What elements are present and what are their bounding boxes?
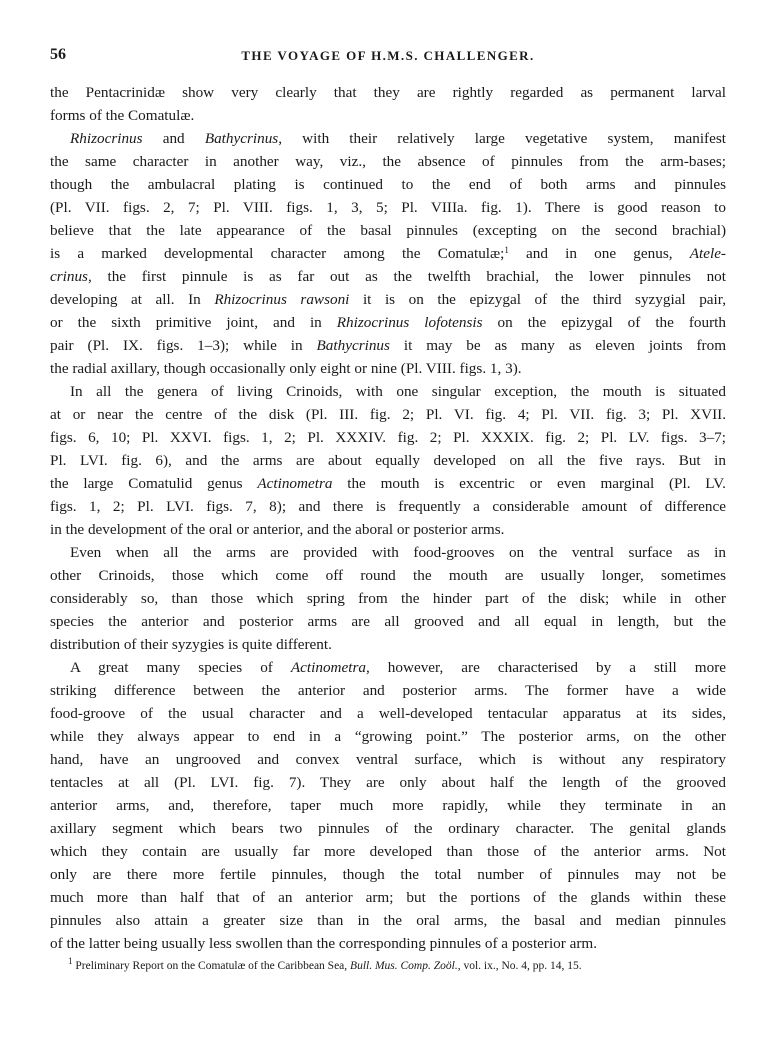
italic-text: Rhizocrinus (70, 130, 143, 147)
italic-text: Rhizocrinus rawsoni (214, 291, 350, 308)
footnote-journal: Bull. Mus. Comp. Zoöl. (350, 960, 458, 972)
text-run: (Pl. VII. figs. 2, 7; Pl. VIII. figs. 1, 3, 5; Pl. VIIIa. fig. 1). There is good reason to (50, 199, 726, 216)
text-line (50, 909, 726, 932)
footnote-reference: 1 (504, 245, 509, 255)
text-line (50, 541, 726, 564)
text-run: other Crinoids, those which come off round the mouth are usually longer, sometimes (50, 567, 726, 584)
text-run: the same character in another way, viz., the absence of pinnules from the arm-bases; (50, 153, 726, 170)
text-line (50, 932, 726, 955)
text-line (50, 380, 726, 403)
text-run: and (142, 130, 205, 147)
text-line (50, 679, 726, 702)
text-line (50, 104, 726, 127)
text-run: it may be as many as eleven joints from (389, 337, 726, 354)
text-run: considerably so, than those which spring from the hinder part of the disk; while in other (50, 590, 726, 607)
text-run: the Pentacrinidæ show very clearly that they are rightly regarded as permanent larval (50, 84, 726, 101)
text-line (50, 771, 726, 794)
italic-text: Atele- (689, 245, 726, 262)
text-line (50, 426, 726, 449)
text-line (50, 81, 726, 104)
text-line (50, 173, 726, 196)
text-line (50, 610, 726, 633)
text-run: at or near the centre of the disk (Pl. III. fig. 2; Pl. VI. fig. 4; Pl. VII. fig. 3; Pl. XVII. (50, 406, 726, 423)
text-line (50, 288, 726, 311)
text-run: striking difference between the anterior and posterior arms. The former have a wide (50, 682, 726, 699)
text-line (50, 886, 726, 909)
italic-text: Rhizocrinus lofotensis (336, 314, 483, 331)
text-line (50, 242, 726, 265)
text-run: distribution of their syzygies is quite different. (50, 636, 332, 653)
page-number: 56 (50, 46, 66, 63)
text-line (50, 150, 726, 173)
text-run: figs. 1, 2; Pl. LVI. figs. 7, 8); and there is frequently a considerable amount of difference (50, 498, 726, 515)
text-run: figs. 6, 10; Pl. XXVI. figs. 1, 2; Pl. XXXIV. fig. 2; Pl. XXXIX. fig. 2; Pl. LV. figs. 3–7; (50, 429, 726, 446)
text-line (50, 817, 726, 840)
text-line (50, 794, 726, 817)
text-run: , however, are characterised by a still more (365, 659, 726, 676)
text-line (50, 334, 726, 357)
text-line (50, 564, 726, 587)
italic-text: Actinometra (290, 659, 366, 676)
text-line (50, 863, 726, 886)
text-line (50, 219, 726, 242)
italic-text: Bathycrinus (316, 337, 390, 354)
text-run: on the epizygal of the fourth (482, 314, 726, 331)
paragraph (50, 380, 726, 541)
footnote-marker: 1 (68, 956, 73, 966)
text-line (50, 311, 726, 334)
text-run: believe that the late appearance of the basal pinnules (excepting on the second brachial) (50, 222, 726, 239)
text-line (50, 265, 726, 288)
text-run: of the latter being usually less swollen than the corresponding pinnules of a posterior arm. (50, 935, 598, 952)
text-run: developing at all. In (50, 291, 215, 308)
italic-text: Bathycrinus (204, 130, 279, 147)
text-line (50, 495, 726, 518)
text-run: is a marked developmental character among the Comatulæ; (50, 245, 505, 262)
text-line (50, 518, 726, 541)
text-run: which they contain are usually far more developed than those of the anterior arms. Not (50, 843, 726, 860)
paragraph (50, 127, 726, 380)
text-run: much more than half that of an anterior arm; but the portions of the glands within these (50, 889, 726, 906)
text-line (50, 633, 726, 656)
footnote (68, 956, 728, 972)
text-line (50, 403, 726, 426)
text-line (50, 196, 726, 219)
text-line (50, 357, 726, 380)
text-run: only are there more fertile pinnules, though the total number of pinnules may not be (50, 866, 726, 883)
italic-text: crinus (50, 268, 88, 285)
text-run: In all the genera of living Crinoids, with one singular exception, the mouth is situated (70, 383, 726, 400)
text-line (50, 472, 726, 495)
text-line (50, 748, 726, 771)
footnote-text: Preliminary Report on the Comatulæ of the Caribbean Sea, (72, 960, 351, 972)
text-run: pair (Pl. IX. figs. 1–3); while in (50, 337, 317, 354)
italic-text: Actinometra (257, 475, 333, 492)
text-run: the mouth is excentric or even marginal (Pl. LV. (332, 475, 726, 492)
text-run: it is on the epizygal of the third syzygial pair, (349, 291, 726, 308)
text-line (50, 449, 726, 472)
text-line (50, 656, 726, 679)
text-run: Pl. LVI. fig. 6), and the arms are about equally developed on all the five rays. But in (50, 452, 726, 469)
text-run: tentacles at all (Pl. LVI. fig. 7). They are only about half the length of the grooved (50, 774, 726, 791)
text-run: hand, have an ungrooved and convex ventral surface, which is without any respiratory (50, 751, 726, 768)
text-run: the large Comatulid genus (50, 475, 258, 492)
text-run: species the anterior and posterior arms are all grooved and all equal in length, but the (50, 613, 726, 630)
text-line (50, 587, 726, 610)
text-run: and in one genus, (508, 245, 690, 262)
text-line (50, 127, 726, 150)
paragraph (50, 81, 726, 127)
paragraph (50, 656, 726, 955)
text-run: while they always appear to end in a “growing point.” The posterior arms, on the other (50, 728, 726, 745)
text-run: or the sixth primitive joint, and in (50, 314, 337, 331)
text-line (50, 702, 726, 725)
text-run: in the development of the oral or anterior, and the aboral or posterior arms. (50, 521, 505, 538)
text-run: , with their relatively large vegetative system, manifest (278, 130, 726, 147)
body-text (50, 81, 726, 955)
page-header (50, 46, 726, 66)
text-run: the radial axillary, though occasionally only eight or nine (Pl. VIII. figs. 1, 3). (50, 360, 522, 377)
text-run: though the ambulacral plating is continued to the end of both arms and pinnules (50, 176, 726, 193)
footnote-citation: , vol. ix., No. 4, pp. 14, 15. (457, 960, 582, 972)
text-run: , the first pinnule is as far out as the twelfth brachial, the lower pinnules not (87, 268, 726, 285)
text-line (50, 840, 726, 863)
text-run: anterior arms, and, therefore, taper much more rapidly, while they terminate in an (50, 797, 726, 814)
text-run: forms of the Comatulæ. (50, 107, 195, 124)
text-run: pinnules also attain a greater size than in the oral arms, the basal and median pinnules (50, 912, 726, 929)
running-title: THE VOYAGE OF H.M.S. CHALLENGER. (241, 48, 535, 63)
text-line (50, 725, 726, 748)
text-run: food-groove of the usual character and a well-developed tentacular apparatus at its sides, (50, 705, 726, 722)
text-run: A great many species of (70, 659, 291, 676)
paragraph (50, 541, 726, 656)
text-run: axillary segment which bears two pinnules of the ordinary character. The genital glands (50, 820, 726, 837)
text-run: Even when all the arms are provided with food-grooves on the ventral surface as in (70, 544, 726, 561)
